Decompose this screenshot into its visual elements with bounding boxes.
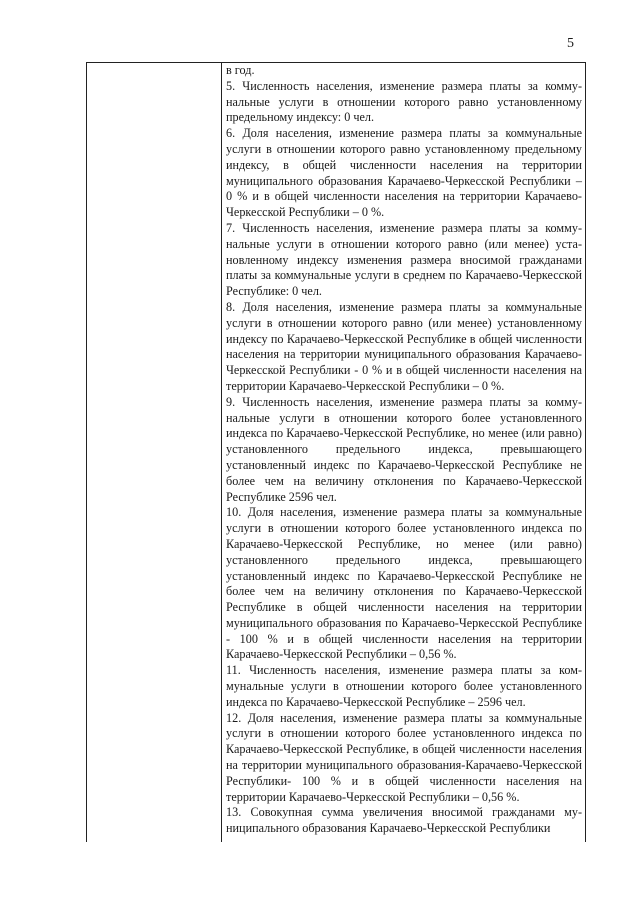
- paragraph-item-7: 7. Численность населения, изменение размера платы за коммунальные услуги в отношении которого равно (или менее) установленному индексу изменения размера вносимой гражданами платы за коммунальные услуги в среднем по Карачаево-Черкесской Республике: 0 чел.: [226, 220, 582, 299]
- paragraph-item-5: 5. Численность населения, изменение размера платы за коммунальные услуги в отношении которого равно установленному предельному индексу: 0 чел.: [226, 78, 582, 125]
- table-right-cell: [222, 63, 585, 842]
- paragraph-item-10: 10. Доля населения, изменение размера платы за коммунальные услуги в отношении которого более установленного индекса по Карачаево-Черкесской Республике, но менее (или равно) установленного предельного индекса, превышающего установленный индекс по Карачаево-Черкесской Республике не более чем на величину отклонения по Карачаево-Черкесской Республике в общей численности населения на территории муниципального образования по Карачаево-Черкесской Республике - 100 % и в общей численности населения на территории Карачаево-Черкесской Республики – 0,56 %.: [226, 505, 582, 662]
- paragraph-item-6: 6. Доля населения, изменение размера платы за коммунальные услуги в отношении которого равно установленному предельному индексу, в общей численности населения на территории муниципального образования Карачаево-Черкесской Республики – 0 % и в общей численности населения на территории Карачаево-Черкесской Республики – 0 %.: [226, 126, 582, 220]
- paragraph-item-12: 12. Доля населения, изменение размера платы за коммунальные услуги в отношении которого более установленного индекса по Карачаево-Черкесской Республике, в общей численности населения на территории муниципального образования-Карачаево-Черкесской Республики- 100 % и в общей численности населения на территории Карачаево-Черкесской Республики – 0,56 %.: [226, 710, 582, 804]
- paragraph-item-8: 8. Доля населения, изменение размера платы за коммунальные услуги в отношении которого равно (или менее) установленному индексу по Карачаево-Черкесской Республике в общей численности населения на территории муниципального образования Карачаево-Черкесской Республики - 0 % и в общей численности населения на территории Карачаево-Черкесской Республики – 0 %.: [226, 299, 582, 393]
- paragraph-item-9: 9. Численность населения, изменение размера платы за коммунальные услуги в отношении которого более установленного индекса по Карачаево-Черкесской Республике, но менее (или равно) установленного предельного индекса, превышающего установленный индекс по Карачаево-Черкесской Республике не более чем на величину отклонения по Карачаево-Черкесской Республике 2596 чел.: [226, 394, 582, 504]
- table-left-cell: [87, 63, 222, 842]
- paragraph-continuation: в год.: [226, 63, 255, 77]
- paragraph-item-13: 13. Совокупная сумма увеличения вносимой гражданами муниципального образования Карачаево-Черкесской Республики: [226, 805, 582, 836]
- paragraph-item-11: 11. Численность населения, изменение размера платы за коммунальные услуги в отношении которого более установленного индекса по Карачаево-Черкесской Республике – 2596 чел.: [226, 663, 582, 709]
- page-number: 5: [567, 36, 574, 51]
- document-table: [86, 62, 586, 842]
